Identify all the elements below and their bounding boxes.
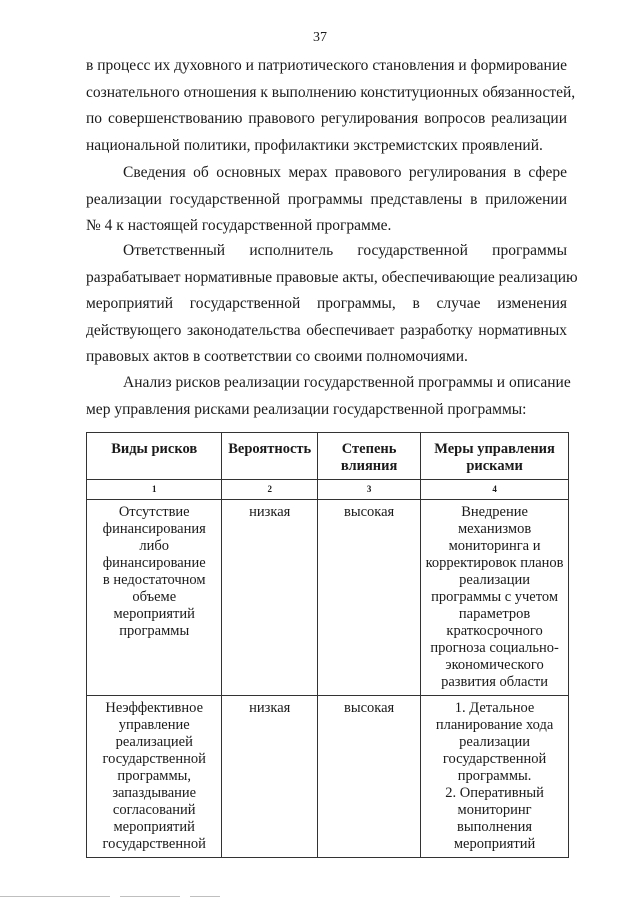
paragraph-1 [86,53,576,159]
impact-cell: высокая [318,696,421,858]
risk-cell: Неэффективное управление реализацией государственной программы, запаздывание согласований мероприятий государственной [87,696,222,858]
paragraph-2 [86,160,567,240]
text-line: по совершенствованию правового регулирования вопросов реализации [86,110,567,128]
text-line: разрабатывает нормативные правовые акты, обеспечивающие реализацию [86,268,578,286]
text-line: национальной политики, профилактики экстремистских проявлений. [86,136,543,154]
text-line: в процесс их духовного и патриотического становления и формирование [86,57,567,74]
text-line: действующего законодательства обеспечивает разработку нормативных [86,321,567,339]
table-header-row [87,433,569,480]
page-number: 37 [313,30,327,45]
risk-table [86,432,569,858]
probability-cell: низкая [222,696,318,858]
text-line: Анализ рисков реализации государственной программы и описание [123,374,571,391]
risk-cell: Отсутствие финансирования либо финансирование в недостаточном объеме мероприятий программы [87,500,222,696]
text-line: правовых актов в соответствии со своими полномочиями. [86,348,468,366]
text-line: реализации государственной программы представлены в приложении [86,190,567,208]
header-probability: Вероятность [222,433,318,480]
header-measures: Меры управления рисками [421,433,569,480]
column-number: 1 [87,480,222,500]
header-impact: Степень влияния [318,433,421,480]
text-line: № 4 к настоящей государственной программе. [86,217,392,235]
paragraph-3 [86,238,578,371]
paragraph-4 [86,370,571,423]
header-risk-types: Виды рисков [87,433,222,480]
table-row [87,500,569,696]
column-number: 2 [222,480,318,500]
text-line: мероприятий государственной программы, в случае изменения [86,295,567,313]
text-line: сознательного отношения к выполнению конституционных обязанностей, [86,83,576,101]
measures-cell: 1. Детальное планирование хода реализации государственной программы. 2. Оперативный мониторинг выполнения мероприятий [421,696,569,858]
table-row [87,696,569,858]
column-number: 4 [421,480,569,500]
measures-cell: Внедрение механизмов мониторинга и корректировок планов реализации программы с учетом параметров краткосрочного прогноза социально- экономического развития области [421,500,569,696]
probability-cell: низкая [222,500,318,696]
text-line: Сведения об основных мерах правового регулирования в сфере [123,164,567,181]
scan-edge-marks [0,896,640,897]
text-line: Ответственный исполнитель государственной программы [123,242,567,259]
column-number-row [87,480,569,500]
text-line: мер управления рисками реализации государственной программы: [86,400,527,418]
column-number: 3 [318,480,421,500]
impact-cell: высокая [318,500,421,696]
